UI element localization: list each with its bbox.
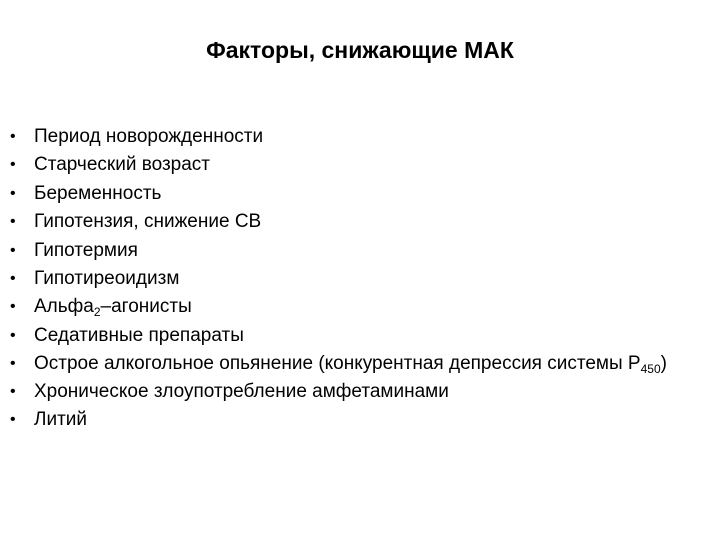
- bullet-icon: •: [10, 128, 16, 145]
- list-item: [10, 407, 690, 433]
- item-text: Литий: [34, 408, 88, 430]
- list-item: [10, 152, 690, 178]
- item-subscript: 2: [93, 305, 101, 320]
- item-text: [34, 353, 667, 377]
- bullet-icon: •: [10, 298, 16, 316]
- bullet-icon: •: [10, 269, 16, 287]
- bullet-icon: •: [10, 326, 16, 344]
- list-item: [10, 238, 690, 264]
- item-text-prefix: Острое алкогольное опьянение (конкурентная депрессия системы Р: [34, 353, 641, 375]
- list-item: [10, 124, 690, 150]
- list-item: [10, 351, 690, 376]
- list-item: [10, 181, 690, 207]
- list-item: [10, 379, 690, 405]
- item-text: Седативные препараты: [34, 324, 244, 346]
- bullet-list: [10, 124, 690, 435]
- list-item: [10, 266, 690, 292]
- bullet-icon: •: [10, 355, 16, 373]
- item-text: Гипотензия, снижение СВ: [34, 211, 262, 233]
- bullet-icon: •: [10, 213, 16, 231]
- item-text: Хроническое злоупотребление амфетаминами: [34, 380, 449, 402]
- item-text: Период новорожденности: [34, 126, 264, 147]
- list-item: [10, 323, 690, 349]
- item-text: Беременность: [34, 182, 162, 204]
- item-subscript: 450: [640, 362, 661, 377]
- item-text-suffix: –агонисты: [100, 296, 192, 318]
- item-text: Гипотермия: [34, 239, 138, 261]
- slide-title: Факторы, снижающие МАК: [206, 37, 514, 63]
- item-text-suffix: ): [660, 353, 667, 375]
- bullet-icon: •: [10, 156, 16, 174]
- bullet-icon: •: [10, 241, 16, 259]
- item-text-prefix: Альфа: [34, 296, 94, 318]
- list-item: [10, 209, 690, 235]
- bullet-icon: •: [10, 382, 16, 400]
- list-item: [10, 294, 690, 320]
- item-text: Старческий возраст: [34, 154, 210, 176]
- item-text: [34, 296, 192, 320]
- item-text: Гипотиреоидизм: [34, 267, 180, 289]
- bullet-icon: •: [10, 184, 16, 202]
- bullet-icon: •: [10, 410, 16, 428]
